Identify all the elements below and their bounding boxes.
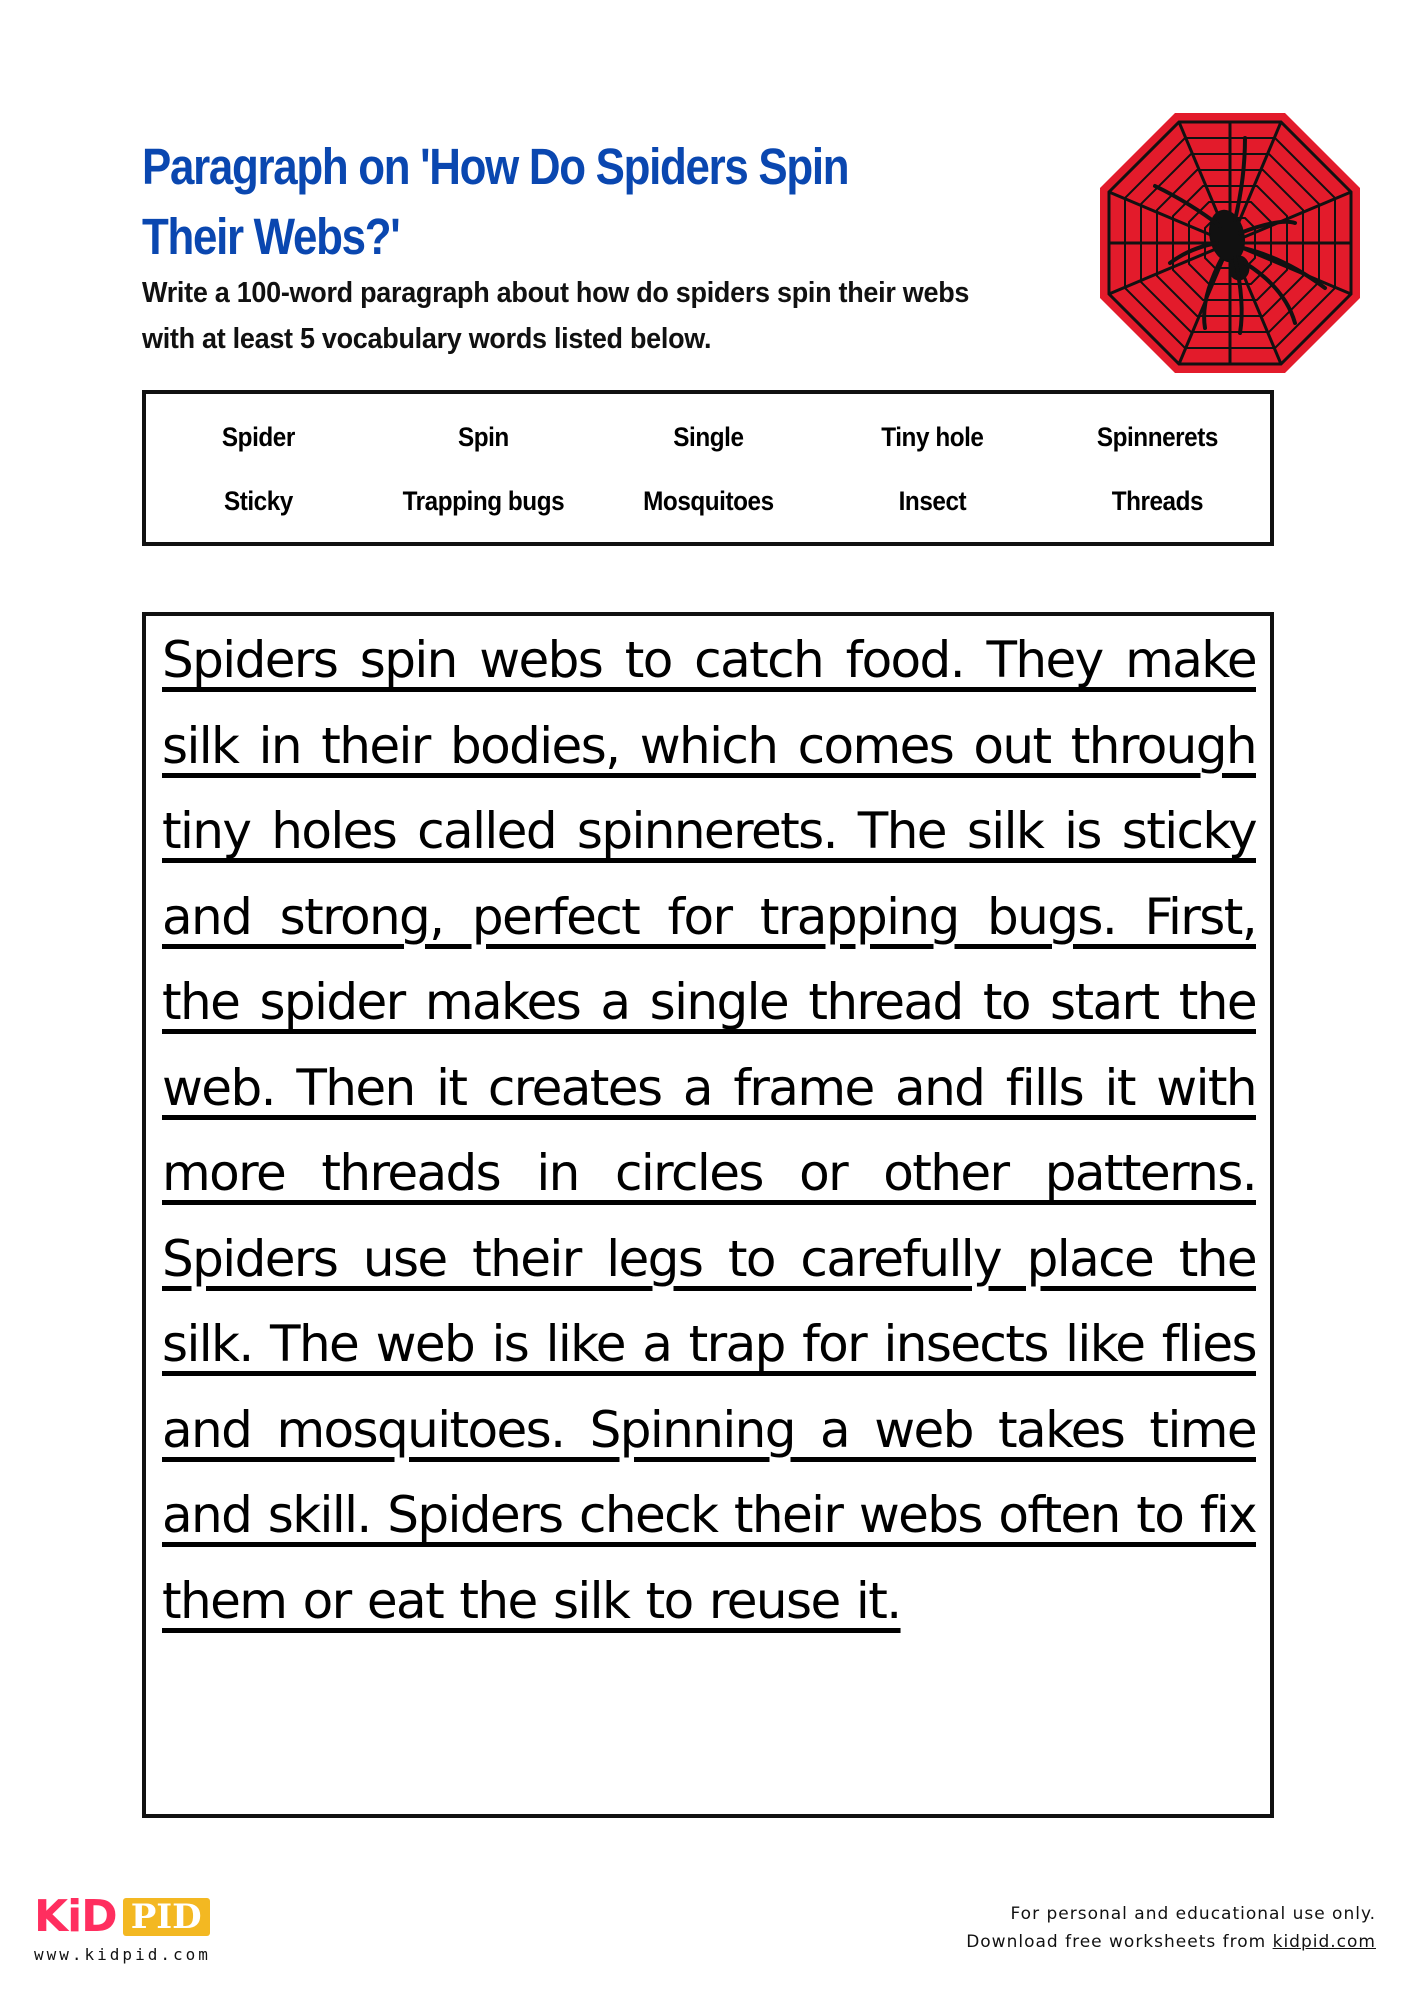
footer-usage-note: For personal and educational use only. [1010, 1904, 1376, 1924]
vocab-word: Spider [221, 422, 295, 452]
spider-web-icon [1095, 108, 1365, 378]
vocab-word: Threads [1111, 486, 1204, 516]
vocab-word: Trapping bugs [402, 486, 564, 516]
kidpid-logo [34, 1891, 211, 1964]
vocab-word: Mosquitoes [642, 486, 774, 516]
vocabulary-grid [146, 416, 1270, 522]
logo-pid-badge: PID [123, 1898, 210, 1936]
instructions-text: Write a 100-word paragraph about how do spiders spin their webs with at least 5 vocabulary words listed below. [142, 277, 970, 355]
vocab-word: Single [672, 422, 744, 452]
logo-kid-text: KiD [34, 1891, 117, 1942]
vocab-word: Insect [899, 486, 967, 516]
paragraph-text: Spiders spin webs to catch food. They make silk in their bodies, which comes out through tiny holes called spinnerets. The silk is sticky and strong, perfect for trapping bugs. First, the spider makes a single thread to start the web. Then it creates a frame and fills it with more threads in circles or other patterns. Spiders use their legs to carefully place the silk. The web is like a trap for insects like flies and mosquitoes. Spinning a web takes time and skill. Spiders check their webs often to fix them or eat the silk to reuse it. [162, 631, 1256, 1630]
page-title: Paragraph on 'How Do Spiders Spin Their Webs?' [142, 138, 849, 265]
kidpid-link[interactable]: kidpid.com [1272, 1932, 1376, 1952]
vocab-word: Tiny hole [881, 422, 984, 452]
paragraph-box [142, 612, 1274, 1818]
vocab-word: Sticky [223, 486, 293, 516]
footer-download-prefix: Download free worksheets from [966, 1932, 1273, 1952]
vocabulary-box [142, 390, 1274, 546]
footer-download-note [966, 1928, 1376, 1956]
footer-note [966, 1900, 1376, 1956]
logo-url: www.kidpid.com [34, 1945, 211, 1964]
vocab-word: Spin [457, 422, 509, 452]
vocab-word: Spinnerets [1097, 422, 1219, 452]
